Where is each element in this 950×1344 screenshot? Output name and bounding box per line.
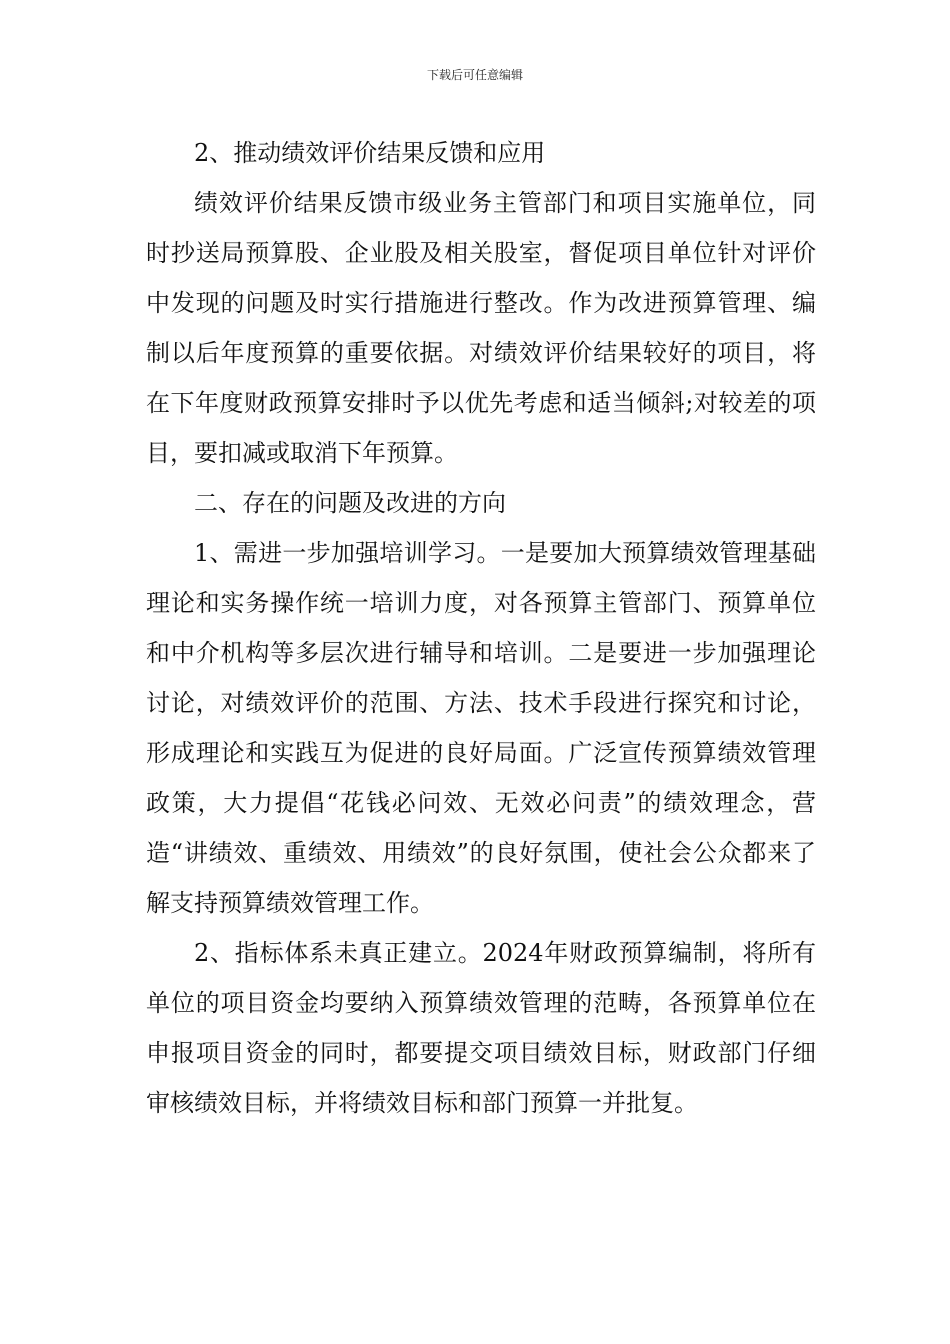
paragraph-heading-feedback: 2、推动绩效评价结果反馈和应用 — [194, 139, 546, 167]
document-body — [146, 128, 816, 1128]
paragraph-heading-problems: 二、存在的问题及改进的方向 — [194, 489, 506, 517]
paragraph-feedback-body: 绩效评价结果反馈市级业务主管部门和项目实施单位，同时抄送局预算股、企业股及相关股室，督促项目单位针对评价中发现的问题及时实行措施进行整改。作为改进预算管理、编制以后年度预算的重要依据。对绩效评价结果较好的项目，将在下年度财政预算安排时予以优先考虑和适当倾斜;对较差的项目，要扣减或取消下年预算。 — [146, 189, 816, 467]
header-note: 下载后可任意编辑 — [426, 68, 523, 82]
paragraph-training: 1、需进一步加强培训学习。一是要加大预算绩效管理基础理论和实务操作统一培训力度，对各预算主管部门、预算单位和中介机构等多层次进行辅导和培训。二是要进一步加强理论讨论，对绩效评价的范围、方法、技术手段进行探究和讨论，形成理论和实践互为促进的良好局面。广泛宣传预算绩效管理政策，大力提倡“花钱必问效、无效必问责”的绩效理念，营造“讲绩效、重绩效、用绩效”的良好氛围，使社会公众都来了解支持预算绩效管理工作。 — [146, 539, 816, 917]
paragraph-indicator-system: 2、指标体系未真正建立。2024年财政预算编制，将所有单位的项目资金均要纳入预算绩效管理的范畴，各预算单位在申报项目资金的同时，都要提交项目绩效目标，财政部门仔细审核绩效目标，并将绩效目标和部门预算一并批复。 — [146, 939, 816, 1117]
